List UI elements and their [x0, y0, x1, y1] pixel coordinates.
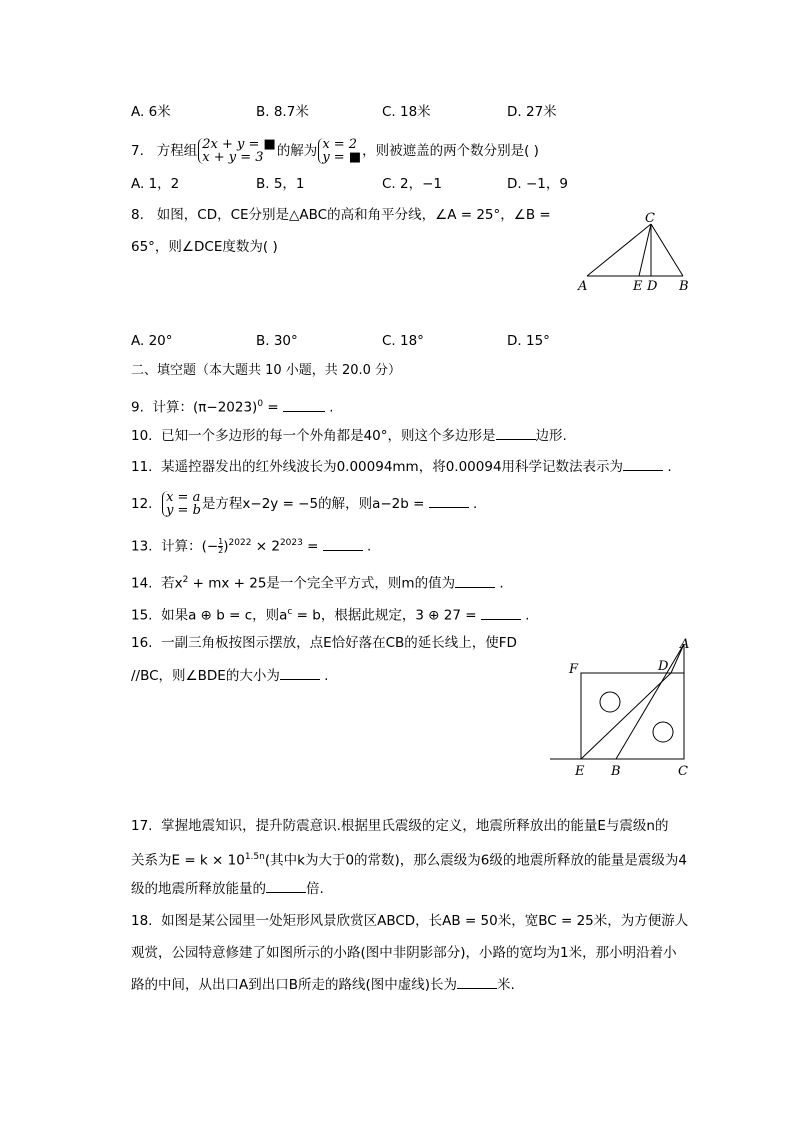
- q8-option-d: D. 15°: [507, 333, 550, 349]
- answer-blank[interactable]: [455, 573, 495, 588]
- q7-option-a: A. 1，2: [131, 176, 180, 192]
- question-18-line3: 路的中间，从出口A到出口B所走的路线(图中虚线)长为 米.: [131, 974, 515, 995]
- question-10: 10. 已知一个多边形的每一个外角都是40°，则这个多边形是 边形.: [131, 425, 567, 446]
- label-c: C: [645, 211, 655, 226]
- q6-option-c: C. 18米: [382, 104, 431, 120]
- question-8-line1: 8. 如图，CD，CE分别是△ABC的高和角平分线，∠A = 25°，∠B =: [131, 207, 551, 223]
- triangle-abc-figure: [572, 205, 697, 300]
- label-a: A: [578, 279, 588, 294]
- question-9: 9. 计算：$(\pi-2023)^0$ = .: [131, 394, 334, 418]
- answer-blank[interactable]: [266, 878, 306, 893]
- question-17-line2: 关系为$E = k \times 10^{1.5n}$(其中k为大于0的常数)，那么震级为6级的地震所释放的能量是震级为4: [131, 852, 687, 869]
- q6-option-b: B. 8.7米: [256, 104, 309, 120]
- q8-option-c: C. 18°: [382, 333, 424, 349]
- label-b: B: [679, 279, 689, 294]
- question-8-line2: 65°，则∠DCE度数为( ): [131, 239, 278, 255]
- q7-option-c: C. 2，−1: [382, 176, 442, 192]
- question-11: 11. 某遥控器发出的红外线波长为0.00094mm，将0.00094用科学记数法表示为 .: [131, 456, 672, 477]
- q8-option-a: A. 20°: [131, 333, 173, 349]
- answer-blank[interactable]: [429, 493, 469, 508]
- question-13: 13. 计算：(− $\frac{1}{2}$ )$^{2022} \times 2^{2023}$ = .: [131, 537, 372, 555]
- label-c: C: [678, 764, 688, 779]
- question-18-line1: 18. 如图是某公园里一处矩形风景欣赏区ABCD，长AB = 50米，宽BC = 25米，为方便游人: [131, 913, 689, 929]
- question-17-line1: 17. 掌握地震知识，提升防震意识.根据里氏震级的定义，地震所释放出的能量E与震级n的: [131, 818, 669, 834]
- section-title: 二、填空题（本大题共 10 小题，共 20.0 分）: [131, 363, 402, 378]
- question-18-line2: 观赏，公园特意修建了如图所示的小路(图中非阴影部分)，小路的宽均为1米，那小明沿着小: [131, 945, 677, 961]
- answer-blank[interactable]: [496, 425, 536, 440]
- label-e: E: [575, 764, 585, 779]
- label-d: D: [658, 659, 669, 674]
- label-d: D: [647, 279, 658, 294]
- question-17-line3: 级的地震所释放能量的 倍.: [131, 878, 324, 899]
- triangle-ruler-figure: [546, 632, 706, 782]
- question-14: 14. 若$x^2$ + mx + 25是一个完全平方式，则m的值为 .: [131, 570, 504, 594]
- question-15: 15. 如果a ⊕ b = c，则$a^c = b$，根据此规定，3 ⊕ 27 = .: [131, 602, 529, 626]
- q7-option-b: B. 5，1: [256, 176, 305, 192]
- q6-option-d: D. 27米: [507, 104, 557, 120]
- question-16-line2: //BC，则∠BDE的大小为 .: [131, 665, 328, 686]
- answer-blank[interactable]: [323, 536, 363, 551]
- q8-option-b: B. 30°: [256, 333, 298, 349]
- label-b: B: [611, 764, 621, 779]
- label-f: F: [569, 662, 579, 677]
- equation-system: 2x + y = ■ x + y = 3: [198, 138, 276, 164]
- answer-blank[interactable]: [623, 456, 663, 471]
- answer-blank[interactable]: [283, 397, 325, 412]
- fraction: $\frac{1}{2}$: [218, 537, 224, 555]
- question-number: 7.: [131, 143, 144, 159]
- answer-blank[interactable]: [457, 974, 497, 989]
- label-e: E: [633, 279, 643, 294]
- equation-system: x = a y = b: [162, 491, 201, 517]
- answer-blank[interactable]: [481, 605, 521, 620]
- question-7: 7. 方程组 2x + y = ■ x + y = 3 的解为 x = 2 y = ■，则被遮盖的两个数分别是( ): [131, 137, 539, 165]
- answer-blank[interactable]: [280, 665, 320, 680]
- q6-option-a: A. 6米: [131, 104, 171, 120]
- question-16-line1: 16. 一副三角板按图示摆放，点E恰好落在CB的延长线上，使FD: [131, 635, 517, 651]
- q7-option-d: D. −1，9: [507, 176, 568, 192]
- label-a: A: [680, 637, 690, 652]
- solution-system: x = 2 y = ■: [318, 138, 361, 164]
- question-12: 12. x = a y = b是方程x−2y = −5的解，则a−2b = .: [131, 490, 478, 518]
